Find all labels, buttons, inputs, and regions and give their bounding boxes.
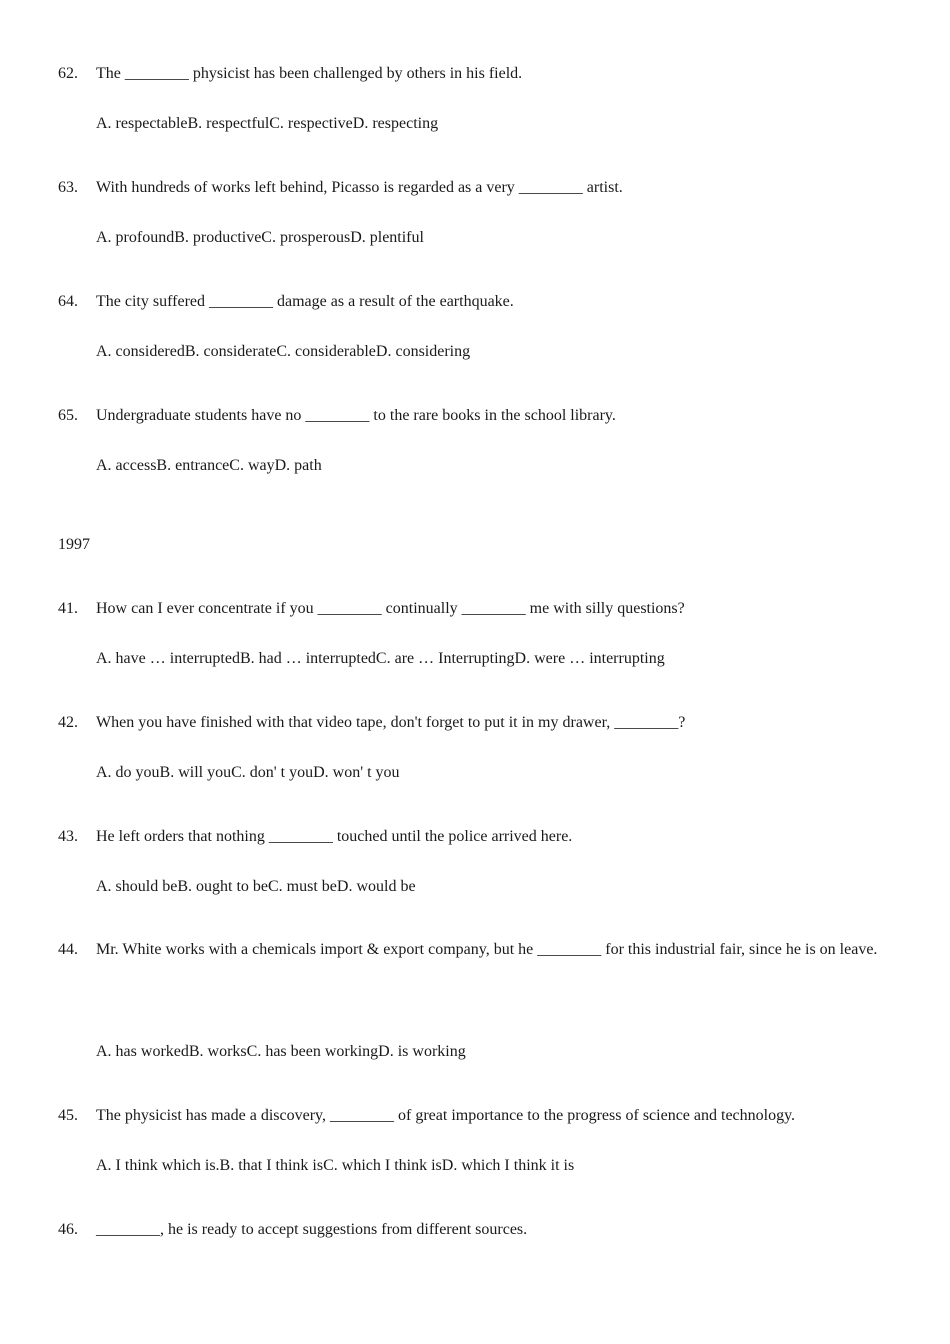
question-number: 41. (58, 600, 78, 617)
question-stem: He left orders that nothing ________ touched until the police arrived here. (96, 828, 573, 845)
question-65-options: A. accessB. entranceC. wayD. path (96, 457, 322, 474)
question-62-options: A. respectableB. respectfulC. respectiveD. respecting (96, 115, 439, 132)
question-43 (58, 811, 892, 863)
question-stem: When you have finished with that video tape, don't forget to put it in my drawer, ________? (96, 714, 686, 731)
question-number: 45. (58, 1107, 78, 1124)
question-number: 64. (58, 293, 78, 310)
question-number: 46. (58, 1221, 78, 1238)
question-64 (58, 276, 892, 328)
question-65 (58, 390, 892, 442)
question-42 (58, 697, 892, 749)
question-45-options: A. I think which is.B. that I think isC. which I think isD. which I think it is (96, 1157, 575, 1174)
question-number: 65. (58, 407, 78, 424)
question-number: 43. (58, 828, 78, 845)
question-63-options: A. profoundB. productiveC. prosperousD. plentiful (96, 229, 424, 246)
question-stem: The physicist has made a discovery, ________ of great importance to the progress of science and technology. (96, 1107, 796, 1124)
question-stem: With hundreds of works left behind, Picasso is regarded as a very ________ artist. (96, 179, 623, 196)
question-stem: The city suffered ________ damage as a result of the earthquake. (96, 293, 514, 310)
question-46 (58, 1204, 892, 1256)
question-stem: The ________ physicist has been challenged by others in his field. (96, 65, 523, 82)
question-number: 63. (58, 179, 78, 196)
question-number: 42. (58, 714, 78, 731)
question-45 (58, 1090, 892, 1142)
question-number: 62. (58, 65, 78, 82)
question-stem: ________, he is ready to accept suggestions from different sources. (96, 1221, 528, 1238)
question-stem: Undergraduate students have no ________ to the rare books in the school library. (96, 407, 616, 424)
question-62 (58, 48, 892, 100)
question-44 (58, 924, 892, 976)
question-63 (58, 162, 892, 214)
year-heading: 1997 (58, 536, 90, 553)
question-number: 44. (58, 941, 78, 958)
question-43-options: A. should beB. ought to beC. must beD. would be (96, 878, 416, 895)
question-41 (58, 583, 892, 635)
question-42-options: A. do youB. will youC. don' t youD. won' t you (96, 764, 400, 781)
question-stem: Mr. White works with a chemicals import & export company, but he ________ for this industrial fair, since he is on leave. (96, 941, 878, 958)
question-41-options: A. have … interruptedB. had … interruptedC. are … InterruptingD. were … interrupting (96, 650, 665, 667)
question-64-options: A. consideredB. considerateC. considerableD. considering (96, 343, 471, 360)
question-stem: How can I ever concentrate if you ________ continually ________ me with silly questions? (96, 600, 685, 617)
question-44-options: A. has workedB. worksC. has been workingD. is working (96, 1043, 466, 1060)
